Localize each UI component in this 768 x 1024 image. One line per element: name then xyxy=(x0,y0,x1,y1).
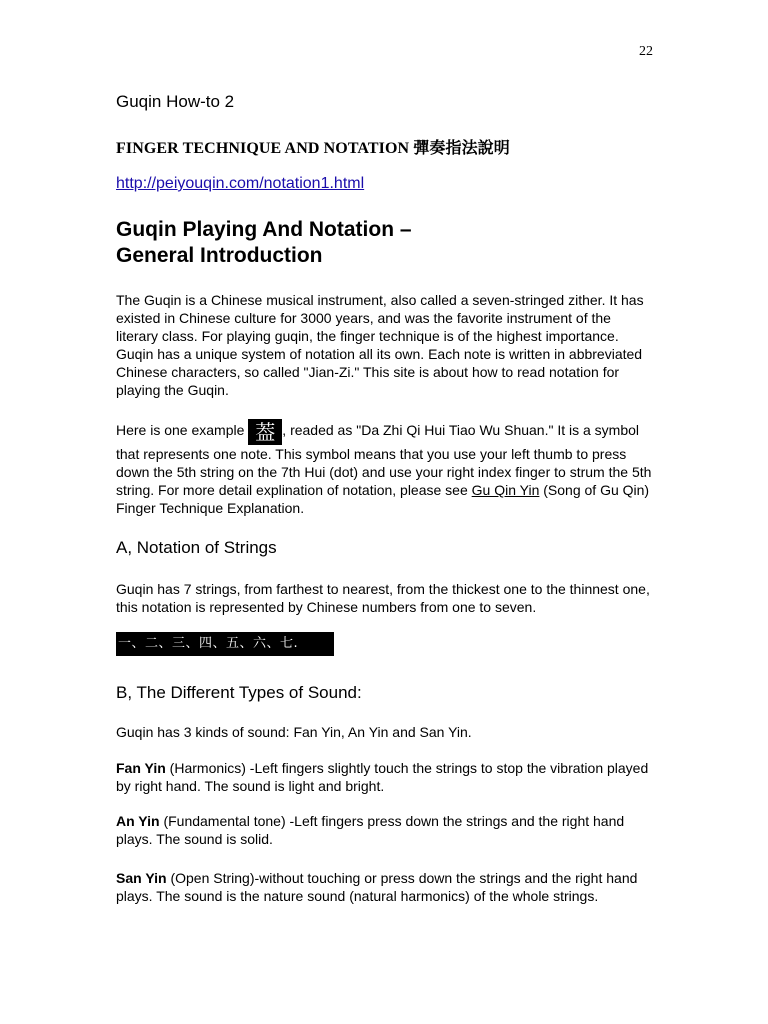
intro-paragraph: The Guqin is a Chinese musical instrument, also called a seven-stringed zither. It has existed in Chinese culture for 3000 years, and was the favorite instrument of the literary class. For playing guqin, the finger technique is of the highest importance. Guqin has a unique system of notation all its own. Each note is written in abbreviated Chinese characters, so called "Jian-Zi." This site is about how to read notation for playing the Guqin. xyxy=(116,292,644,398)
fan-yin-term: Fan Yin xyxy=(116,760,166,776)
example-paragraph xyxy=(116,419,656,517)
fan-yin-text: (Harmonics) -Left fingers slightly touch the strings to stop the vibration played by right hand. The sound is light and bright. xyxy=(116,760,649,794)
san-yin-text: (Open String)-without touching or press down the strings and the right hand plays. The sound is the nature sound (natural harmonics) of the whole strings. xyxy=(116,870,638,904)
source-link[interactable]: http://peiyouqin.com/notation1.html xyxy=(116,175,365,192)
example-text-before: Here is one example xyxy=(116,422,249,438)
an-yin-term: An Yin xyxy=(116,813,160,829)
page-number: 22 xyxy=(639,44,653,59)
title-line-2: General Introduction xyxy=(116,244,323,267)
san-yin-term: San Yin xyxy=(116,870,167,886)
sound-types-intro: Guqin has 3 kinds of sound: Fan Yin, An Yin and San Yin. xyxy=(116,724,472,740)
fan-yin-paragraph xyxy=(116,759,656,795)
chinese-numbers-image: 一、二、三、四、五、六、七. xyxy=(116,632,334,656)
san-yin-paragraph xyxy=(116,869,656,905)
jianzi-glyph-image: 葢 xyxy=(248,419,282,445)
page-title xyxy=(116,217,412,269)
gu-qin-yin-link[interactable]: Gu Qin Yin xyxy=(471,482,540,498)
title-line-1: Guqin Playing And Notation – xyxy=(116,218,412,241)
an-yin-paragraph xyxy=(116,812,656,848)
section-a-heading: A, Notation of Strings xyxy=(116,538,277,557)
an-yin-text: (Fundamental tone) -Left fingers press down the strings and the right hand plays. The sound is solid. xyxy=(116,813,625,847)
example-text-end: (Song of Gu Qin) Finger Technique Explanation. xyxy=(116,482,650,516)
strings-paragraph: Guqin has 7 strings, from farthest to nearest, from the thickest one to the thinnest one, this notation is represented by Chinese numbers from one to seven. xyxy=(116,581,650,615)
howto-heading: Guqin How-to 2 xyxy=(116,92,235,111)
section-heading: FINGER TECHNIQUE AND NOTATION 彈奏指法說明 xyxy=(116,140,510,157)
section-b-heading: B, The Different Types of Sound: xyxy=(116,683,362,702)
example-text-after: , readed as "Da Zhi Qi Hui Tiao Wu Shuan." It is a symbol that represents one note. This symbol means that you use your left thumb to press down the 5th string on the 7th Hui (dot) and use your right index finger to strum the 5th string. For more detail explination of notation, please see xyxy=(116,422,652,498)
